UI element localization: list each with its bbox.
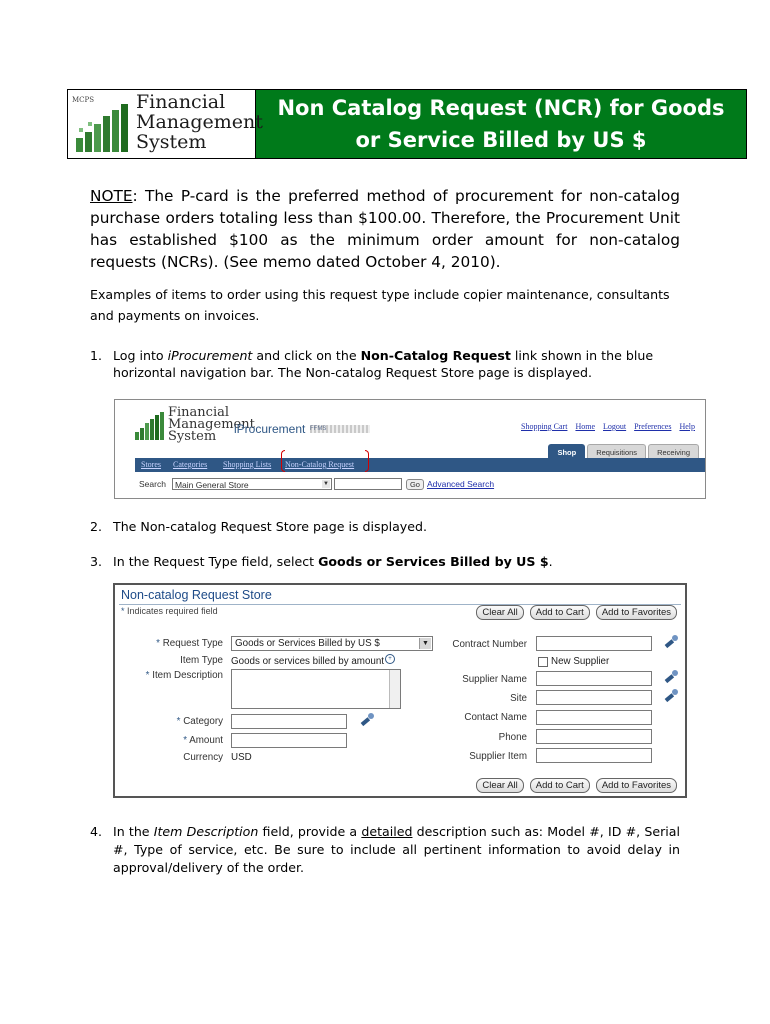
top-button-row: [476, 605, 677, 620]
site-label: Site: [510, 693, 527, 704]
step-italic: Item Description: [153, 824, 259, 839]
step-text: In the: [113, 824, 154, 839]
flashlight-search-icon[interactable]: [359, 712, 375, 728]
home-link[interactable]: Home: [575, 422, 596, 431]
clear-all-button[interactable]: Clear All: [476, 605, 523, 620]
contact-name-label: Contact Name: [464, 712, 527, 723]
mcps-seal: [72, 96, 122, 104]
global-links: [515, 422, 695, 431]
nav-shopping-lists[interactable]: Shopping Lists: [223, 460, 272, 469]
request-type-label-text: Request Type: [162, 638, 223, 649]
contract-number-input[interactable]: [536, 636, 652, 651]
step-1: [90, 347, 680, 381]
seal-text: MCPS: [72, 96, 95, 104]
logo-line-1: Financial: [136, 91, 226, 113]
supplier-name-input[interactable]: [536, 671, 652, 686]
non-catalog-store-screenshot: [113, 583, 687, 798]
flashlight-search-icon[interactable]: [663, 634, 679, 650]
tab-requisitions[interactable]: Requisitions: [587, 444, 646, 459]
request-type-label: [156, 638, 223, 649]
required-star: *: [183, 735, 188, 746]
contact-name-input[interactable]: [536, 710, 652, 725]
textarea-scrollbar[interactable]: [389, 670, 400, 708]
fms-logo: [68, 90, 263, 158]
iproc-logo-line-2: Management: [168, 417, 255, 432]
flashlight-search-icon[interactable]: [663, 688, 679, 704]
step-2: [90, 518, 680, 535]
examples-text: Examples of items to order using this request type include copier maintenance, consultants and payments on invoices.: [90, 287, 670, 323]
nav-stores[interactable]: Stores: [141, 460, 161, 469]
add-to-favorites-button[interactable]: Add to Favorites: [596, 605, 677, 620]
step-number: 1.: [90, 348, 103, 363]
horizontal-nav-bar: [135, 458, 705, 472]
help-link[interactable]: Help: [679, 422, 695, 431]
step-text: Log into: [113, 348, 168, 363]
store-select[interactable]: [172, 478, 332, 490]
brand-tag: [310, 425, 370, 433]
iproc-logo-line-3: System: [168, 429, 217, 444]
chevron-down-icon: ▼: [419, 638, 431, 649]
clear-all-button[interactable]: Clear All: [476, 778, 523, 793]
step-italic: iProcurement: [167, 348, 253, 363]
page-title-text: Non Catalog Request (NCR) for Goods or Service Billed by US $: [277, 96, 725, 152]
logo-wordmark: [136, 92, 263, 152]
step-number: 4.: [90, 824, 103, 839]
bottom-button-row: [476, 778, 677, 793]
new-supplier-label: New Supplier: [551, 656, 610, 667]
supplier-name-label: Supplier Name: [462, 674, 527, 685]
tab-receiving[interactable]: Receiving: [648, 444, 699, 459]
nav-non-catalog-request[interactable]: Non-Catalog Request: [285, 460, 355, 469]
highlight-bracket-right: [365, 450, 369, 472]
currency-label: Currency: [183, 752, 223, 763]
iprocurement-brand: iProcurement: [234, 422, 306, 436]
logout-link[interactable]: Logout: [603, 422, 627, 431]
logo-line-3: System: [136, 131, 207, 153]
add-to-cart-button[interactable]: Add to Cart: [530, 605, 590, 620]
currency-value: USD: [231, 752, 252, 763]
step-number: 3.: [90, 554, 103, 569]
item-description-label-text: Item Description: [152, 670, 223, 681]
step-bold: Goods or Services Billed by US $: [318, 554, 549, 569]
page-title: [256, 90, 746, 158]
nav-categories[interactable]: Categories: [173, 460, 208, 469]
header-banner: [67, 89, 747, 159]
supplier-item-input[interactable]: [536, 748, 652, 763]
required-star: *: [176, 716, 181, 727]
item-type-value: Goods or services billed by amount: [231, 656, 385, 667]
iprocurement-screenshot: [114, 399, 706, 499]
note-label: NOTE: [90, 187, 133, 205]
step-text: link shown in the blue horizontal navigation bar. The Non-catalog Request Store page is displayed.: [113, 348, 654, 380]
tab-shop[interactable]: Shop: [548, 444, 585, 459]
item-description-label: [146, 670, 223, 681]
iproc-logo-line-1: Financial: [168, 405, 230, 420]
search-input[interactable]: [334, 478, 402, 490]
request-type-select[interactable]: [231, 636, 433, 651]
bar-graph-logo-icon: [76, 102, 136, 152]
step-text: The Non-catalog Request Store page is displayed.: [113, 519, 428, 534]
step-number: 2.: [90, 519, 103, 534]
step-text: and click on the: [252, 348, 361, 363]
amount-input[interactable]: [231, 733, 347, 748]
flashlight-search-icon[interactable]: [663, 669, 679, 685]
go-button[interactable]: Go: [406, 479, 424, 490]
step-underlined: detailed: [361, 824, 413, 839]
info-icon[interactable]: +: [385, 654, 395, 664]
note-text: : The P-card is the preferred method of procurement for non-catalog purchase orders totaling less than $100.00. Therefore, the Procurement Unit has established $100 as the minimum order amount for non-catalog requests (NCRs). (See memo dated October 4, 2010).: [90, 187, 680, 271]
amount-label: [183, 735, 223, 746]
tab-bar: [548, 444, 699, 459]
category-input[interactable]: [231, 714, 347, 729]
chevron-down-icon: ▼: [322, 481, 329, 487]
logo-line-2: Management: [136, 111, 263, 133]
item-type-label: Item Type: [180, 655, 223, 666]
phone-label: Phone: [498, 732, 527, 743]
required-note: [121, 606, 218, 616]
step-text: description such as: Model #, ID #, Serial #, Type of service, etc. Be sure to include all pertinent information to avoid delay in approval/delivery of the order.: [113, 824, 680, 875]
step-4: [90, 823, 680, 877]
add-to-cart-button[interactable]: Add to Cart: [530, 778, 590, 793]
shopping-cart-link[interactable]: Shopping Cart: [521, 422, 568, 431]
category-label-text: Category: [183, 716, 223, 727]
advanced-search-link[interactable]: Advanced Search: [426, 479, 495, 489]
search-label: Search: [139, 479, 166, 489]
item-description-textarea[interactable]: [231, 669, 401, 709]
add-to-favorites-button[interactable]: Add to Favorites: [596, 778, 677, 793]
new-supplier-checkbox[interactable]: [538, 657, 548, 667]
amount-label-text: Amount: [189, 735, 223, 746]
step-3: [90, 553, 680, 570]
store-title: Non-catalog Request Store: [121, 588, 272, 602]
store-select-value: Main General Store: [174, 480, 249, 490]
supplier-item-label: Supplier Item: [469, 751, 527, 762]
search-row: [139, 478, 494, 490]
phone-input[interactable]: [536, 729, 652, 744]
brand-tag-text: FFMS: [310, 426, 327, 432]
step-bold: Non-Catalog Request: [360, 348, 511, 363]
examples-paragraph: [90, 284, 680, 326]
step-text: In the Request Type field, select: [113, 554, 319, 569]
required-note-text: Indicates required field: [127, 606, 218, 616]
required-star: *: [145, 670, 150, 681]
highlight-bracket-left: [281, 450, 285, 472]
step-text: field, provide a: [258, 824, 362, 839]
site-input[interactable]: [536, 690, 652, 705]
required-star: *: [121, 606, 125, 616]
fms-small-logo-icon: [135, 412, 165, 440]
request-type-value: Goods or Services Billed by US $: [235, 638, 380, 649]
contract-number-label: Contract Number: [452, 639, 527, 650]
step-text: .: [548, 554, 553, 569]
note-paragraph: [90, 185, 680, 273]
required-star: *: [156, 638, 160, 649]
category-label: [177, 716, 223, 727]
preferences-link[interactable]: Preferences: [634, 422, 672, 431]
